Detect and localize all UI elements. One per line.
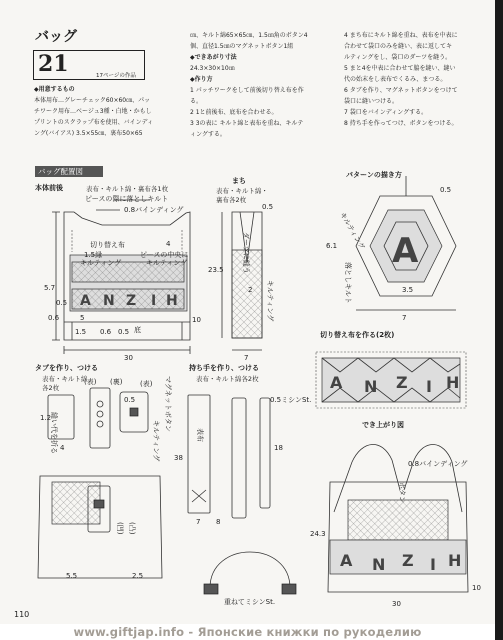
gusset-subtitle-1: 表布・キルト綿・ (216, 187, 268, 195)
step-line: る。 (190, 98, 203, 105)
switch-letter-h: H (446, 373, 460, 392)
materials-line: プリントのスクラップ布を使用、バインディ (34, 119, 154, 126)
body-dim: 1.5 (75, 328, 87, 336)
handle-label: 表布 (196, 428, 204, 442)
handle-dim: 7 (196, 518, 201, 526)
materials-line: 個、直径1.5㎝のマグネットボタン1組 (190, 43, 294, 50)
gusset-dart-label: ダーツに縫う (242, 232, 250, 274)
gusset-title: まち (232, 177, 246, 185)
step-line: 4 まち布にキルト綿を重ね、表布を中表に (344, 32, 458, 39)
pattern-letter-a: A (392, 231, 419, 271)
materials-line: ㎝、キルト綿65×65㎝、1.5㎝角のボタン4 (190, 32, 308, 39)
step-line: 合わせて袋口のみを縫い、表に返してキ (344, 43, 453, 50)
switch-title: 切り替え布を作る(2枚) (320, 331, 395, 339)
gusset-dim: 7 (244, 354, 249, 362)
project-number: 21 (38, 51, 69, 77)
tab-subtitle-2: 各2枚 (42, 384, 60, 392)
pattern-label: キルティング (338, 211, 366, 251)
tab-label: (表) (84, 378, 97, 386)
handle-diagram (188, 395, 270, 518)
body-dim: 10 (192, 316, 201, 324)
handle-assembled-diagram (204, 552, 296, 594)
tab-attach-diagram (38, 476, 162, 578)
footer-watermark: www.giftjap.info - Японские книжки по рукоделию (0, 624, 495, 640)
tab-label: (裏) (110, 378, 123, 386)
letter-i: I (151, 293, 157, 309)
materials-heading: ◆用意するもの (34, 86, 75, 93)
finished-dim: 10 (472, 584, 481, 592)
pattern-label: 落としキルト (344, 262, 352, 304)
pattern-dim: 3.5 (402, 286, 414, 294)
body-dim: 0.5 (56, 299, 68, 307)
tab-title: タブを作り、つける (35, 364, 98, 372)
switch-letter-z: Z (396, 373, 408, 392)
pattern-dim: 0.5 (440, 186, 452, 194)
step-line: 8 持ち手を作ってつけ、ボタンをつける。 (344, 120, 458, 127)
gusset-dim: 2 (248, 286, 253, 294)
body-bottom-label: 底 (134, 326, 141, 334)
body-dim: 0.6 (100, 328, 112, 336)
tab-label: (表) (140, 380, 153, 388)
tab-dim: 4 (60, 444, 65, 452)
handle-dim: 38 (174, 454, 183, 462)
pattern-dim: 6.1 (326, 242, 338, 250)
page-title: バッグ (35, 29, 77, 45)
gusset-diagram (222, 212, 262, 350)
switch-letter-a: A (330, 373, 343, 392)
letter-a: A (80, 293, 91, 309)
tab-attach-dim: 5.5 (66, 572, 78, 580)
tab-attach-dim: 2.5 (132, 572, 144, 580)
finished-label: 0.8バインディング (408, 460, 468, 468)
letter-z: Z (126, 293, 137, 309)
body-binding-label: 0.8バインディング (124, 206, 184, 214)
body-quilt-label: キルティング (80, 259, 122, 267)
body-quilt-label: 1.5縁 (84, 251, 103, 259)
handle-title: 持ち手を作り、つける (189, 364, 259, 372)
finished-label: ボタン (398, 482, 406, 503)
body-dim: 5.7 (44, 284, 56, 292)
materials-line: チワーク用布…ベージュ3種・白地・かもし (34, 108, 152, 115)
body-title: 本体前後 (35, 184, 63, 192)
page-reference: 17ページの作品 (96, 73, 136, 79)
switch-letter-n: N (364, 377, 378, 396)
gusset-dim: 23.5 (208, 266, 224, 274)
handle-subtitle: 表布・キルト綿各2枚 (196, 375, 259, 383)
body-quilt-label: ピースの中央に (140, 251, 189, 259)
section-title: バッグ配置図 (35, 166, 103, 177)
tab-label: 縫い代を折る (50, 412, 58, 454)
body-note: ピースの際に落としキルト (85, 195, 169, 203)
page-edge (495, 0, 503, 640)
finished-letter-i: I (430, 555, 436, 574)
page-number: 110 (14, 610, 30, 619)
gusset-dim: 0.5 (262, 203, 274, 211)
step-line: ィングする。 (190, 131, 226, 138)
handle-final-label: 重ねてミシンSt. (224, 598, 276, 606)
finished-title: でき上がり図 (362, 421, 404, 429)
pattern-title: パターンの描き方 (346, 171, 402, 179)
body-dim: 30 (124, 354, 133, 362)
handle-label: 0.5ミシンSt. (270, 396, 312, 404)
finished-letter-z: Z (402, 551, 414, 570)
size-heading: ◆できあがり寸法 (190, 54, 237, 61)
step-line: 5 まと4を中表に合わせて脇を縫い、縫い (344, 65, 456, 72)
step-line: 1 パッチワークをして前後切り替え布を作 (190, 87, 304, 94)
gusset-quilt-label: キルティング (266, 280, 274, 322)
body-dim: 4 (166, 240, 171, 248)
step-line: 代の始末をし表布でくるみ、まつる。 (344, 76, 447, 83)
tab-attach-label: (凸) (128, 522, 136, 535)
gusset-subtitle-2: 裏布各2枚 (216, 196, 247, 204)
tab-label: マグネットボタン (164, 376, 172, 432)
pattern-dim: 7 (402, 314, 407, 322)
body-dim: 0.5 (118, 328, 130, 336)
finished-dim: 24.3 (310, 530, 326, 538)
handle-dim: 18 (274, 444, 283, 452)
body-cut-label: 切り替え布 (90, 241, 125, 249)
tab-label: キルティング (152, 420, 160, 462)
step-line: 3 3の表に キルト綿と表布を重ね、キルテ (190, 120, 304, 127)
finished-dim: 30 (392, 600, 401, 608)
body-dim: 5 (80, 314, 85, 322)
size-value: 24.3×30×10㎝ (190, 65, 235, 72)
step-line: 2 1と前後布、底布を合わせる。 (190, 109, 278, 116)
switch-letter-i: I (426, 377, 432, 396)
finished-letter-a: A (340, 551, 353, 570)
step-line: 6 タブを作り、マグネットボタンをつけて (344, 87, 458, 94)
letter-n: N (103, 293, 115, 309)
materials-line: 本体用布…グレーチェック60×60㎝、パッ (34, 97, 151, 104)
tab-attach-label: (凹) (116, 522, 124, 535)
howto-heading: ◆作り方 (190, 76, 213, 83)
finished-letter-n: N (372, 555, 386, 574)
body-subtitle: 表布・キルト綿・裏布各1枚 (86, 185, 169, 193)
tab-subtitle-1: 表布・キルト綿 (42, 375, 88, 383)
handle-dim: 8 (216, 518, 221, 526)
materials-line: ング(バイアス) 3.5×55㎝、裏布50×65 (34, 130, 143, 137)
finished-letter-h: H (448, 551, 462, 570)
body-quilt-label: キルティング (146, 259, 188, 267)
letter-h: H (166, 293, 178, 309)
body-dim: 0.6 (48, 314, 60, 322)
tab-label: 0.5 (124, 396, 136, 404)
step-line: 7 袋口をバインディングする。 (344, 109, 428, 116)
step-line: ルティングをし、袋口のダーツを縫う。 (344, 54, 452, 61)
tab-dim: 1.2 (40, 414, 52, 422)
step-line: 袋口に縫いつける。 (344, 98, 399, 105)
